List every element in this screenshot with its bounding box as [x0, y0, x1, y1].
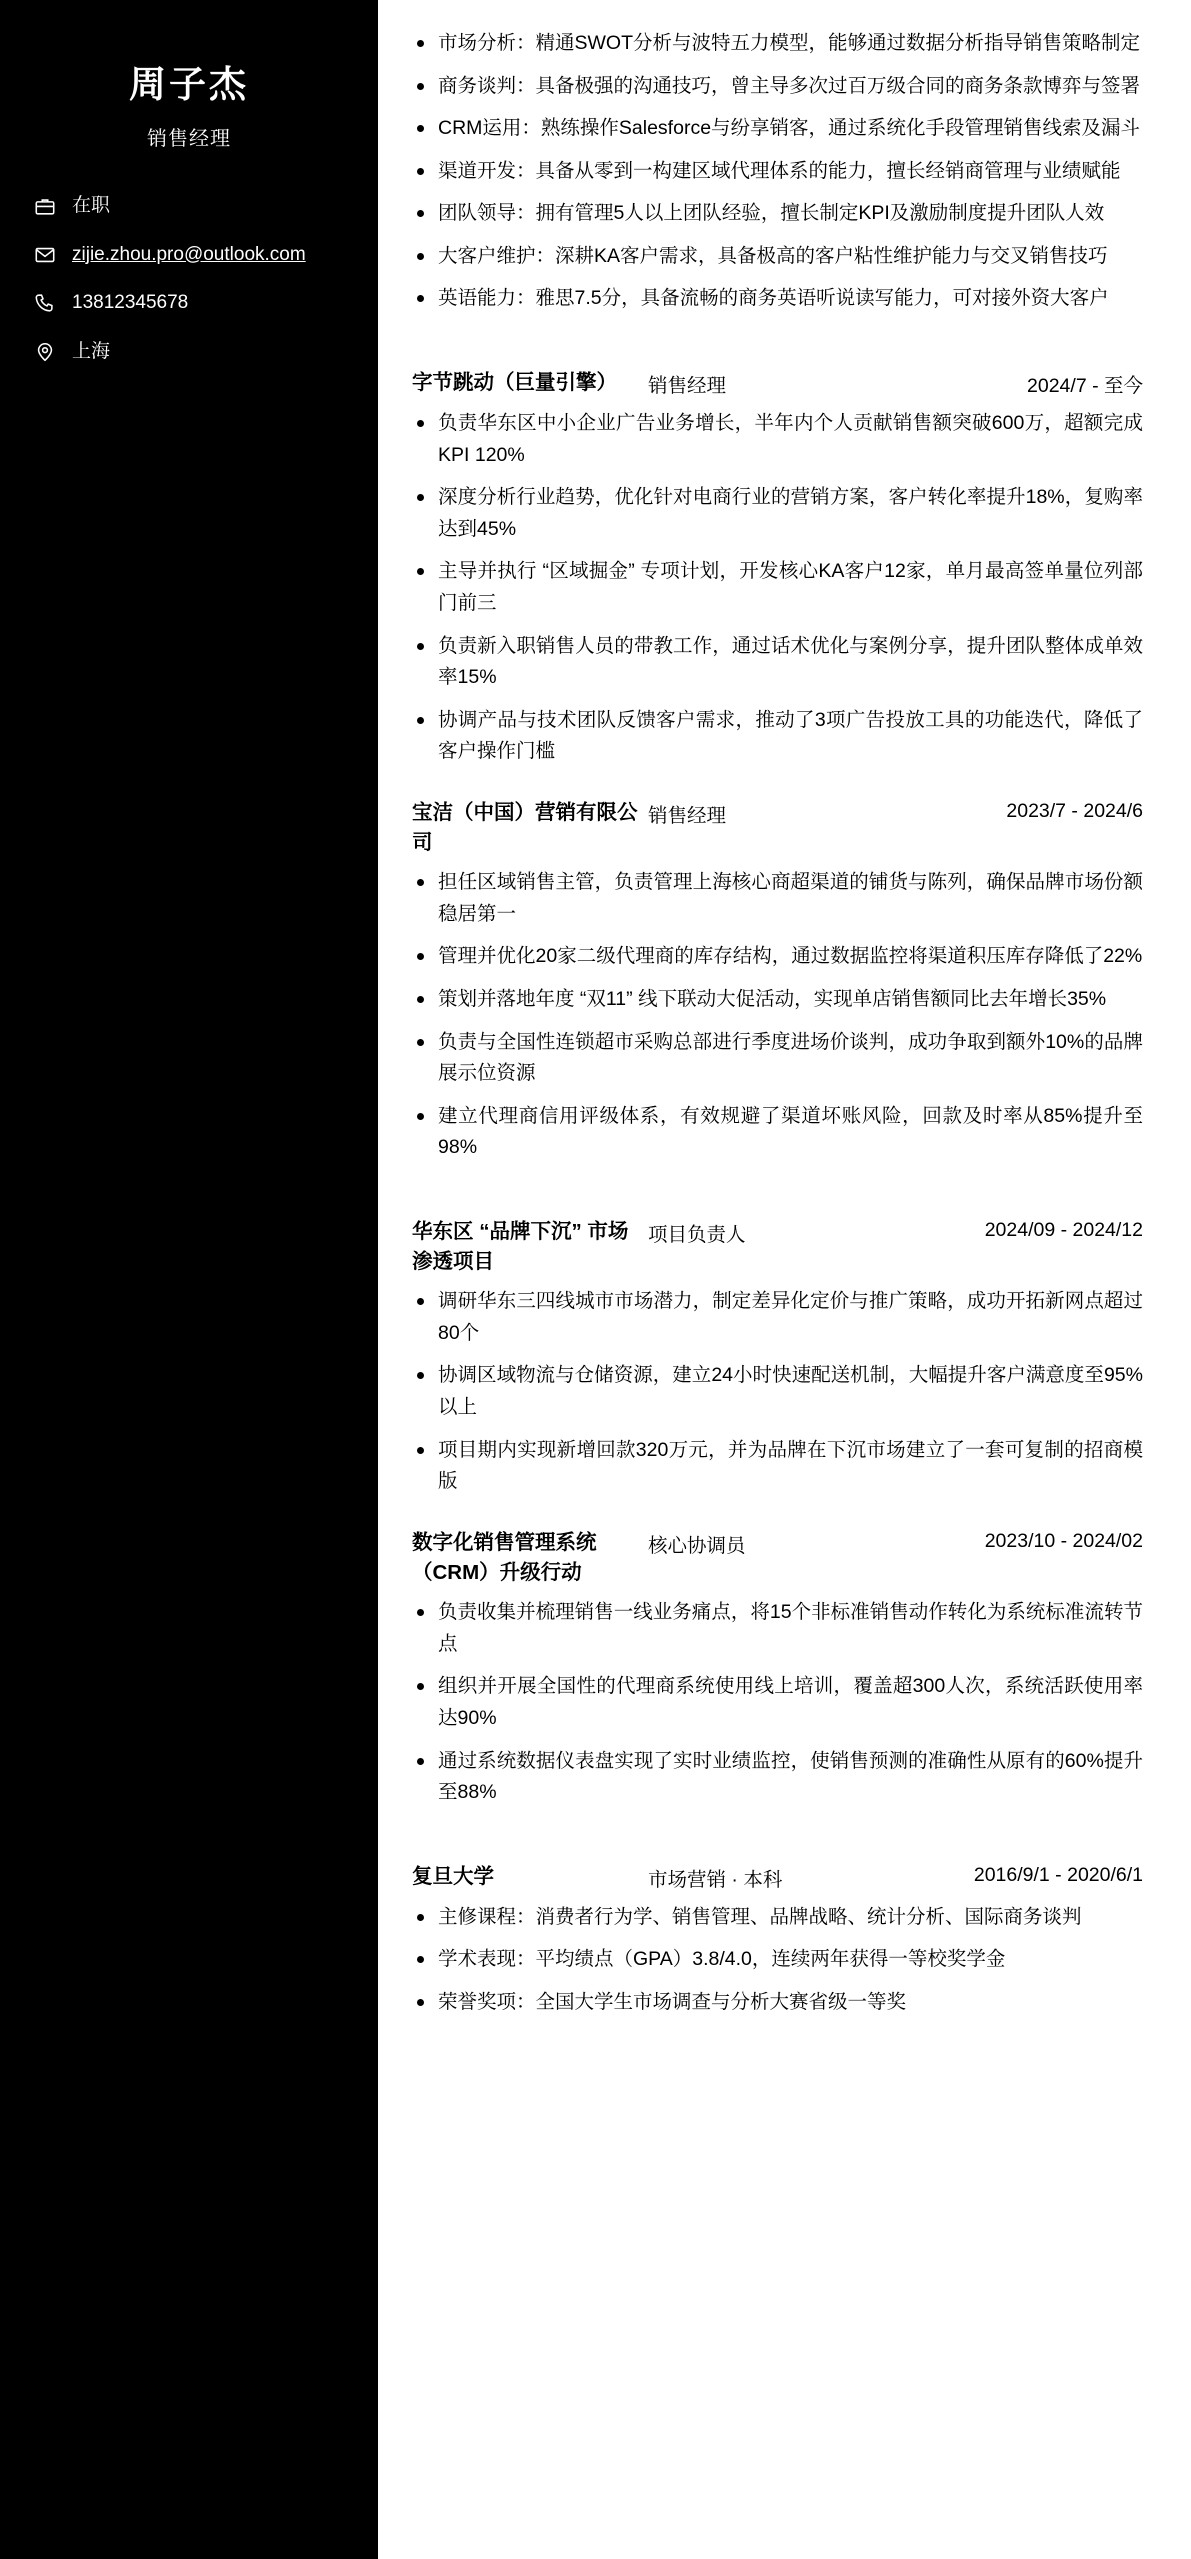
list-item: 荣誉奖项：全国大学生市场调查与分析大赛省级一等奖	[412, 1987, 1143, 2019]
entry-role: 市场营销 · 本科	[648, 1868, 783, 1891]
list-item: 通过系统数据仪表盘实现了实时业绩监控，使销售预测的准确性从原有的60%提升至88%	[412, 1746, 1143, 1809]
entry-role: 项目负责人	[648, 1223, 746, 1246]
entry-date: 2023/7 - 2024/6	[1006, 799, 1143, 822]
entry-date: 2024/09 - 2024/12	[984, 1218, 1143, 1241]
list-item: 担任区域销售主管，负责管理上海核心商超渠道的铺货与陈列，确保品牌市场份额稳居第一	[412, 867, 1143, 930]
entry-bullets	[412, 1902, 1143, 2019]
contact-status-text: 在职	[72, 195, 111, 216]
section-education	[412, 1862, 1143, 2019]
spacer	[412, 1175, 1143, 1217]
list-item: 调研华东三四线城市市场潜力，制定差异化定价与推广策略，成功开拓新网点超过80个	[412, 1286, 1143, 1349]
project-entry	[412, 1528, 1143, 1809]
list-item: 负责与全国性连锁超市采购总部进行季度进场价谈判，成功争取到额外10%的品牌展示位资源	[412, 1027, 1143, 1090]
list-item: 负责华东区中小企业广告业务增长，半年内个人贡献销售额突破600万，超额完成KPI 120%	[412, 408, 1143, 471]
resume-main	[378, 0, 1191, 2559]
list-item: 深度分析行业趋势，优化针对电商行业的营销方案，客户转化率提升18%，复购率达到45%	[412, 482, 1143, 545]
entry-bullets	[412, 408, 1143, 768]
contact-email-text[interactable]: zijie.zhou.pro@outlook.com	[72, 243, 306, 265]
list-item: 团队领导：拥有管理5人以上团队经验，擅长制定KPI及激励制度提升团队人效	[412, 198, 1143, 230]
list-item: 主修课程：消费者行为学、销售管理、品牌战略、统计分析、国际商务谈判	[412, 1902, 1143, 1934]
contact-list	[34, 193, 344, 365]
list-item: 组织并开展全国性的代理商系统使用线上培训，覆盖超300人次，系统活跃使用率达90%	[412, 1671, 1143, 1734]
entry-organization: 数字化销售管理系统（CRM）升级行动	[412, 1530, 597, 1584]
list-item: 管理并优化20家二级代理商的库存结构，通过数据监控将渠道积压库存降低了22%	[412, 941, 1143, 973]
entry-date: 2024/7 - 至今	[1027, 375, 1143, 398]
list-item: 主导并执行 “区域掘金” 专项计划，开发核心KA客户12家，单月最高签单量位列部门前三	[412, 556, 1143, 619]
entry-header	[412, 798, 1143, 857]
entry-bullets	[412, 867, 1143, 1164]
contact-item-location	[34, 339, 344, 366]
contact-item-status	[34, 193, 344, 220]
entry-bullets	[412, 1597, 1143, 1808]
list-item: 大客户维护：深耕KA客户需求，具备极高的客户粘性维护能力与交叉销售技巧	[412, 241, 1143, 273]
list-item: 学术表现：平均绩点（GPA）3.8/4.0，连续两年获得一等校奖学金	[412, 1944, 1143, 1976]
spacer	[412, 326, 1143, 368]
envelope-icon	[34, 244, 62, 266]
list-item: 市场分析：精通SWOT分析与波特五力模型，能够通过数据分析指导销售策略制定	[412, 28, 1143, 60]
education-entry	[412, 1862, 1143, 2019]
entry-organization: 宝洁（中国）营销有限公司	[412, 800, 638, 854]
phone-icon	[34, 292, 62, 314]
candidate-name: 周子杰	[129, 64, 249, 105]
location-pin-icon	[34, 341, 62, 363]
entry-organization: 华东区 “品牌下沉” 市场渗透项目	[412, 1219, 629, 1273]
entry-header	[412, 1528, 1143, 1587]
section-experience	[412, 368, 1143, 1164]
spacer	[412, 1820, 1143, 1862]
section-projects	[412, 1217, 1143, 1809]
sidebar	[0, 0, 378, 2559]
list-item: 商务谈判：具备极强的沟通技巧，曾主导多次过百万级合同的商务条款博弈与签署	[412, 71, 1143, 103]
contact-item-email[interactable]	[34, 242, 344, 269]
entry-role: 销售经理	[648, 804, 727, 827]
list-item: 负责新入职销售人员的带教工作，通过话术优化与案例分享，提升团队整体成单效率15%	[412, 631, 1143, 694]
list-item: 项目期内实现新增回款320万元，并为品牌在下沉市场建立了一套可复制的招商模版	[412, 1435, 1143, 1498]
experience-entry	[412, 798, 1143, 1164]
list-item: 英语能力：雅思7.5分，具备流畅的商务英语听说读写能力，可对接外资大客户	[412, 283, 1143, 315]
entry-organization: 复旦大学	[412, 1864, 494, 1888]
entry-header	[412, 1217, 1143, 1276]
entry-organization: 字节跳动（巨量引擎）	[412, 371, 617, 395]
contact-location-text: 上海	[72, 340, 111, 362]
project-entry	[412, 1217, 1143, 1498]
entry-role: 核心协调员	[648, 1534, 746, 1557]
experience-entry	[412, 368, 1143, 768]
briefcase-icon	[34, 195, 62, 217]
entry-header	[412, 1862, 1143, 1892]
section-skills	[412, 28, 1143, 315]
candidate-job-title: 销售经理	[147, 128, 231, 150]
entry-role: 销售经理	[648, 375, 727, 398]
entry-bullets	[412, 1286, 1143, 1497]
list-item: CRM运用：熟练操作Salesforce与纷享销客，通过系统化手段管理销售线索及漏斗	[412, 113, 1143, 145]
entry-date: 2016/9/1 - 2020/6/1	[973, 1863, 1143, 1886]
contact-phone-text: 13812345678	[72, 292, 189, 314]
entry-date: 2023/10 - 2024/02	[984, 1529, 1143, 1552]
entry-header	[412, 368, 1143, 398]
list-item: 建立代理商信用评级体系，有效规避了渠道坏账风险，回款及时率从85%提升至98%	[412, 1101, 1143, 1164]
skills-list	[412, 28, 1143, 315]
list-item: 渠道开发：具备从零到一构建区域代理体系的能力，擅长经销商管理与业绩赋能	[412, 156, 1143, 188]
list-item: 负责收集并梳理销售一线业务痛点，将15个非标准销售动作转化为系统标准流转节点	[412, 1597, 1143, 1660]
list-item: 策划并落地年度 “双11” 线下联动大促活动，实现单店销售额同比去年增长35%	[412, 984, 1143, 1016]
contact-item-phone	[34, 290, 344, 317]
list-item: 协调区域物流与仓储资源，建立24小时快速配送机制，大幅提升客户满意度至95%以上	[412, 1360, 1143, 1423]
list-item: 协调产品与技术团队反馈客户需求，推动了3项广告投放工具的功能迭代，降低了客户操作门槛	[412, 705, 1143, 768]
